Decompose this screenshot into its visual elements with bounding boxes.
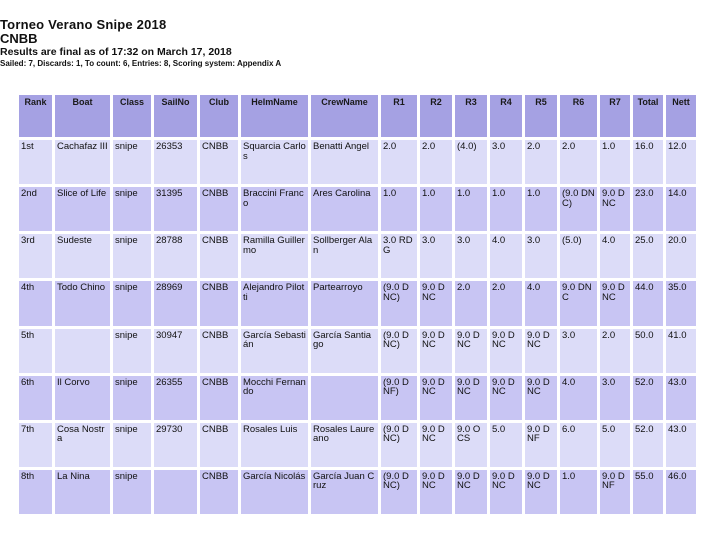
cell-nett: 20.0 xyxy=(666,234,696,278)
cell-r7: 9.0 DNC xyxy=(600,281,630,325)
cell-total: 23.0 xyxy=(633,187,663,231)
table-row xyxy=(19,376,696,420)
cell-r6: 6.0 xyxy=(560,423,597,467)
table-row xyxy=(19,423,696,467)
cell-r3: 9.0 DNC xyxy=(455,376,487,420)
cell-r1: (9.0 DNC) xyxy=(381,329,417,373)
table-row xyxy=(19,234,696,278)
cell-club: CNBB xyxy=(200,281,238,325)
cell-r6: (9.0 DNC) xyxy=(560,187,597,231)
cell-total: 55.0 xyxy=(633,470,663,514)
cell-crewname: Ares Carolina xyxy=(311,187,378,231)
cell-r6: 3.0 xyxy=(560,329,597,373)
cell-r2: 9.0 DNC xyxy=(420,376,452,420)
cell-r5: 3.0 xyxy=(525,234,557,278)
cell-rank: 5th xyxy=(19,329,52,373)
column-header-r5: R5 xyxy=(525,95,557,137)
cell-total: 52.0 xyxy=(633,376,663,420)
cell-total: 16.0 xyxy=(633,140,663,184)
column-header-class: Class xyxy=(113,95,151,137)
cell-r4: 1.0 xyxy=(490,187,522,231)
column-header-nett: Nett xyxy=(666,95,696,137)
cell-club: CNBB xyxy=(200,329,238,373)
cell-r3: 9.0 DNC xyxy=(455,329,487,373)
cell-class: snipe xyxy=(113,329,151,373)
cell-r2: 9.0 DNC xyxy=(420,470,452,514)
table-row xyxy=(19,470,696,514)
cell-boat: Todo Chino xyxy=(55,281,110,325)
cell-r3: (4.0) xyxy=(455,140,487,184)
column-header-club: Club xyxy=(200,95,238,137)
cell-helmname: Mocchi Fernando xyxy=(241,376,308,420)
cell-r5: 9.0 DNF xyxy=(525,423,557,467)
cell-r3: 9.0 OCS xyxy=(455,423,487,467)
cell-class: snipe xyxy=(113,470,151,514)
cell-r1: 2.0 xyxy=(381,140,417,184)
cell-r4: 2.0 xyxy=(490,281,522,325)
cell-nett: 43.0 xyxy=(666,423,696,467)
cell-boat: Cosa Nostra xyxy=(55,423,110,467)
cell-rank: 8th xyxy=(19,470,52,514)
column-header-total: Total xyxy=(633,95,663,137)
table-row xyxy=(19,281,696,325)
cell-r7: 9.0 DNC xyxy=(600,187,630,231)
cell-crewname: García Santiago xyxy=(311,329,378,373)
cell-helmname: García Nicolás xyxy=(241,470,308,514)
club-name: CNBB xyxy=(0,31,38,46)
cell-r5: 9.0 DNC xyxy=(525,470,557,514)
cell-r6: (5.0) xyxy=(560,234,597,278)
cell-r2: 2.0 xyxy=(420,140,452,184)
cell-helmname: Rosales Luis xyxy=(241,423,308,467)
cell-r5: 4.0 xyxy=(525,281,557,325)
cell-club: CNBB xyxy=(200,376,238,420)
header-row xyxy=(19,95,696,137)
cell-r2: 9.0 DNC xyxy=(420,423,452,467)
cell-r2: 3.0 xyxy=(420,234,452,278)
cell-rank: 1st xyxy=(19,140,52,184)
cell-total: 25.0 xyxy=(633,234,663,278)
series-summary: Sailed: 7, Discards: 1, To count: 6, Entries: 8, Scoring system: Appendix A xyxy=(0,59,282,68)
cell-boat xyxy=(55,329,110,373)
cell-club: CNBB xyxy=(200,470,238,514)
cell-nett: 46.0 xyxy=(666,470,696,514)
cell-rank: 3rd xyxy=(19,234,52,278)
cell-total: 50.0 xyxy=(633,329,663,373)
cell-r5: 9.0 DNC xyxy=(525,329,557,373)
cell-r4: 3.0 xyxy=(490,140,522,184)
cell-helmname: Braccini Franco xyxy=(241,187,308,231)
cell-sailno: 29730 xyxy=(154,423,197,467)
table-row xyxy=(19,140,696,184)
cell-club: CNBB xyxy=(200,234,238,278)
cell-r1: (9.0 DNF) xyxy=(381,376,417,420)
cell-sailno: 26353 xyxy=(154,140,197,184)
cell-sailno: 26355 xyxy=(154,376,197,420)
cell-rank: 2nd xyxy=(19,187,52,231)
cell-r3: 9.0 DNC xyxy=(455,470,487,514)
cell-rank: 6th xyxy=(19,376,52,420)
results-table xyxy=(16,92,699,517)
cell-r5: 1.0 xyxy=(525,187,557,231)
cell-sailno: 28788 xyxy=(154,234,197,278)
cell-helmname: Alejandro Pilotti xyxy=(241,281,308,325)
cell-r2: 1.0 xyxy=(420,187,452,231)
cell-boat: Sudeste xyxy=(55,234,110,278)
cell-crewname: Sollberger Alan xyxy=(311,234,378,278)
cell-sailno xyxy=(154,470,197,514)
column-header-helmname: HelmName xyxy=(241,95,308,137)
cell-r5: 2.0 xyxy=(525,140,557,184)
cell-r7: 3.0 xyxy=(600,376,630,420)
cell-r7: 5.0 xyxy=(600,423,630,467)
cell-crewname xyxy=(311,376,378,420)
table-header xyxy=(19,95,696,137)
cell-nett: 43.0 xyxy=(666,376,696,420)
cell-r6: 1.0 xyxy=(560,470,597,514)
cell-class: snipe xyxy=(113,140,151,184)
column-header-r2: R2 xyxy=(420,95,452,137)
cell-crewname: Partearroyo xyxy=(311,281,378,325)
cell-sailno: 31395 xyxy=(154,187,197,231)
cell-r6: 4.0 xyxy=(560,376,597,420)
cell-r7: 4.0 xyxy=(600,234,630,278)
cell-r4: 5.0 xyxy=(490,423,522,467)
cell-class: snipe xyxy=(113,376,151,420)
table-body xyxy=(19,140,696,514)
cell-sailno: 28969 xyxy=(154,281,197,325)
cell-r5: 9.0 DNC xyxy=(525,376,557,420)
cell-rank: 7th xyxy=(19,423,52,467)
column-header-r4: R4 xyxy=(490,95,522,137)
cell-r7: 1.0 xyxy=(600,140,630,184)
cell-r4: 9.0 DNC xyxy=(490,376,522,420)
results-status: Results are final as of 17:32 on March 17, 2018 xyxy=(0,46,232,58)
cell-helmname: García Sebastián xyxy=(241,329,308,373)
cell-nett: 41.0 xyxy=(666,329,696,373)
cell-r7: 2.0 xyxy=(600,329,630,373)
column-header-boat: Boat xyxy=(55,95,110,137)
cell-class: snipe xyxy=(113,234,151,278)
cell-r1: 1.0 xyxy=(381,187,417,231)
cell-rank: 4th xyxy=(19,281,52,325)
cell-boat: Il Corvo xyxy=(55,376,110,420)
cell-boat: Slice of Life xyxy=(55,187,110,231)
cell-nett: 14.0 xyxy=(666,187,696,231)
cell-r1: (9.0 DNC) xyxy=(381,423,417,467)
cell-nett: 35.0 xyxy=(666,281,696,325)
page-title: Torneo Verano Snipe 2018 xyxy=(0,17,167,32)
column-header-r3: R3 xyxy=(455,95,487,137)
cell-r2: 9.0 DNC xyxy=(420,281,452,325)
table-row xyxy=(19,329,696,373)
cell-r2: 9.0 DNC xyxy=(420,329,452,373)
cell-club: CNBB xyxy=(200,140,238,184)
column-header-sailno: SailNo xyxy=(154,95,197,137)
cell-r6: 2.0 xyxy=(560,140,597,184)
cell-r3: 3.0 xyxy=(455,234,487,278)
table-row xyxy=(19,187,696,231)
cell-r1: 3.0 RDG xyxy=(381,234,417,278)
cell-crewname: Rosales Laureano xyxy=(311,423,378,467)
results-table-container xyxy=(16,92,691,517)
column-header-r7: R7 xyxy=(600,95,630,137)
cell-class: snipe xyxy=(113,187,151,231)
column-header-r6: R6 xyxy=(560,95,597,137)
cell-crewname: García Juan Cruz xyxy=(311,470,378,514)
cell-r3: 1.0 xyxy=(455,187,487,231)
cell-helmname: Ramilla Guillermo xyxy=(241,234,308,278)
cell-r4: 9.0 DNC xyxy=(490,329,522,373)
cell-helmname: Squarcia Carlos xyxy=(241,140,308,184)
cell-class: snipe xyxy=(113,281,151,325)
cell-boat: La Nina xyxy=(55,470,110,514)
column-header-crewname: CrewName xyxy=(311,95,378,137)
cell-club: CNBB xyxy=(200,187,238,231)
cell-r6: 9.0 DNC xyxy=(560,281,597,325)
cell-r1: (9.0 DNC) xyxy=(381,470,417,514)
column-header-rank: Rank xyxy=(19,95,52,137)
cell-r1: (9.0 DNC) xyxy=(381,281,417,325)
cell-r7: 9.0 DNF xyxy=(600,470,630,514)
cell-class: snipe xyxy=(113,423,151,467)
cell-club: CNBB xyxy=(200,423,238,467)
cell-r4: 9.0 DNC xyxy=(490,470,522,514)
cell-r4: 4.0 xyxy=(490,234,522,278)
cell-crewname: Benatti Angel xyxy=(311,140,378,184)
cell-total: 52.0 xyxy=(633,423,663,467)
cell-r3: 2.0 xyxy=(455,281,487,325)
cell-sailno: 30947 xyxy=(154,329,197,373)
cell-nett: 12.0 xyxy=(666,140,696,184)
column-header-r1: R1 xyxy=(381,95,417,137)
cell-total: 44.0 xyxy=(633,281,663,325)
cell-boat: Cachafaz III xyxy=(55,140,110,184)
